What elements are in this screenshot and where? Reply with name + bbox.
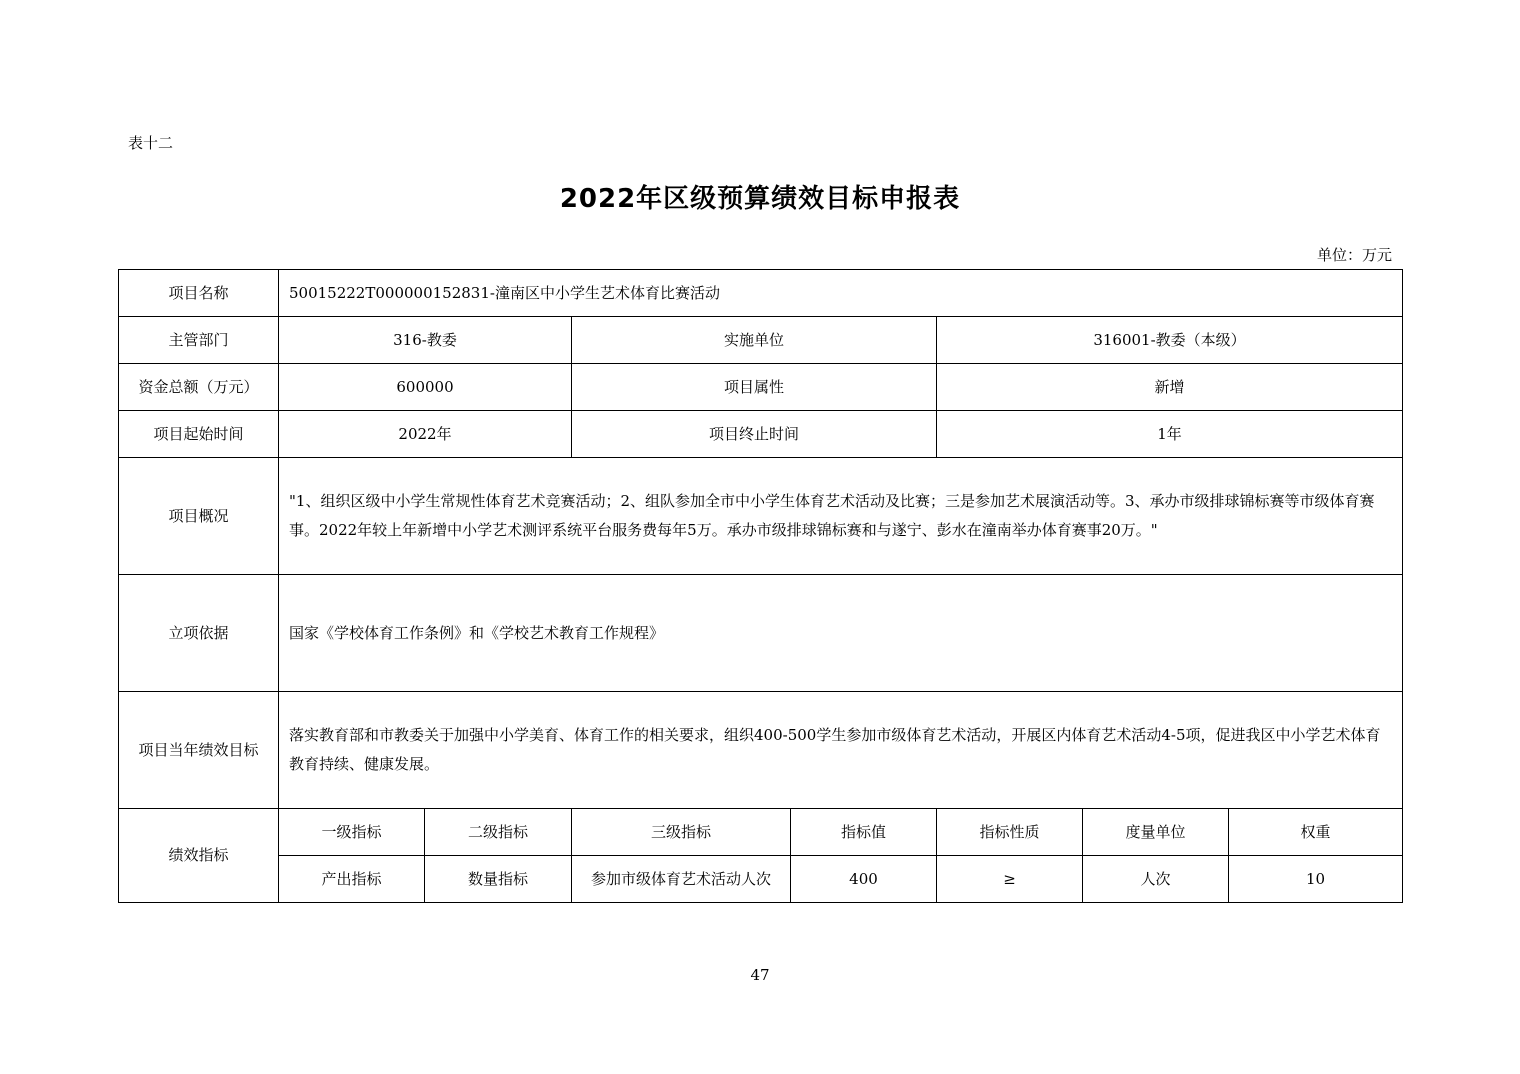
indicator-header-unit: 度量单位: [1083, 809, 1229, 856]
annual-goal-value: 落实教育部和市教委关于加强中小学美育、体育工作的相关要求，组织400-500学生参加市级体育艺术活动，开展区内体育艺术活动4-5项，促进我区中小学艺术体育教育持续、健康发展。: [279, 692, 1403, 809]
indicator-header-level2: 二级指标: [425, 809, 572, 856]
department-label: 主管部门: [119, 317, 279, 364]
fund-total-label: 资金总额（万元）: [119, 364, 279, 411]
implementing-unit-label: 实施单位: [572, 317, 937, 364]
indicators-label: 绩效指标: [119, 809, 279, 903]
annual-goal-label: 项目当年绩效目标: [119, 692, 279, 809]
indicator-level3: 参加市级体育艺术活动人次: [572, 856, 791, 903]
project-name-value: 50015222T000000152831-潼南区中小学生艺术体育比赛活动: [279, 270, 1403, 317]
indicator-level2: 数量指标: [425, 856, 572, 903]
indicator-header-value: 指标值: [791, 809, 937, 856]
basis-row: [119, 575, 1403, 692]
start-time-value: 2022年: [279, 411, 572, 458]
indicator-nature: ≥: [937, 856, 1083, 903]
indicator-header-level3: 三级指标: [572, 809, 791, 856]
performance-target-table: [118, 269, 1403, 903]
document-title: 2022年区级预算绩效目标申报表: [559, 184, 961, 214]
basis-value: 国家《学校体育工作条例》和《学校艺术教育工作规程》: [279, 575, 1403, 692]
department-row: [119, 317, 1403, 364]
fund-total-value: 600000: [279, 364, 572, 411]
indicator-unit: 人次: [1083, 856, 1229, 903]
indicator-header-nature: 指标性质: [937, 809, 1083, 856]
overview-value: "1、组织区级中小学生常规性体育艺术竞赛活动；2、组队参加全市中小学生体育艺术活动及比赛；三是参加艺术展演活动等。3、承办市级排球锦标赛等市级体育赛事。2022年较上年新增中小学艺术测评系统平台服务费每年5万。承办市级排球锦标赛和与遂宁、彭水在潼南举办体育赛事20万。": [279, 458, 1403, 575]
time-row: [119, 411, 1403, 458]
project-attribute-value: 新增: [937, 364, 1403, 411]
department-value: 316-教委: [279, 317, 572, 364]
page-number: 47: [750, 966, 770, 984]
indicator-header-level1: 一级指标: [279, 809, 425, 856]
overview-label: 项目概况: [119, 458, 279, 575]
end-time-value: 1年: [937, 411, 1403, 458]
table-number-label: 表十二: [128, 134, 174, 152]
project-name-row: [119, 270, 1403, 317]
fund-row: [119, 364, 1403, 411]
overview-row: [119, 458, 1403, 575]
indicator-header-weight: 权重: [1229, 809, 1403, 856]
start-time-label: 项目起始时间: [119, 411, 279, 458]
indicator-value: 400: [791, 856, 937, 903]
project-name-label: 项目名称: [119, 270, 279, 317]
goal-row: [119, 692, 1403, 809]
indicator-header-row: [119, 809, 1403, 856]
implementing-unit-value: 316001-教委（本级）: [937, 317, 1403, 364]
project-attribute-label: 项目属性: [572, 364, 937, 411]
indicator-weight: 10: [1229, 856, 1403, 903]
basis-label: 立项依据: [119, 575, 279, 692]
indicator-level1: 产出指标: [279, 856, 425, 903]
end-time-label: 项目终止时间: [572, 411, 937, 458]
unit-label: 单位：万元: [1316, 246, 1392, 264]
indicator-row: [119, 856, 1403, 903]
